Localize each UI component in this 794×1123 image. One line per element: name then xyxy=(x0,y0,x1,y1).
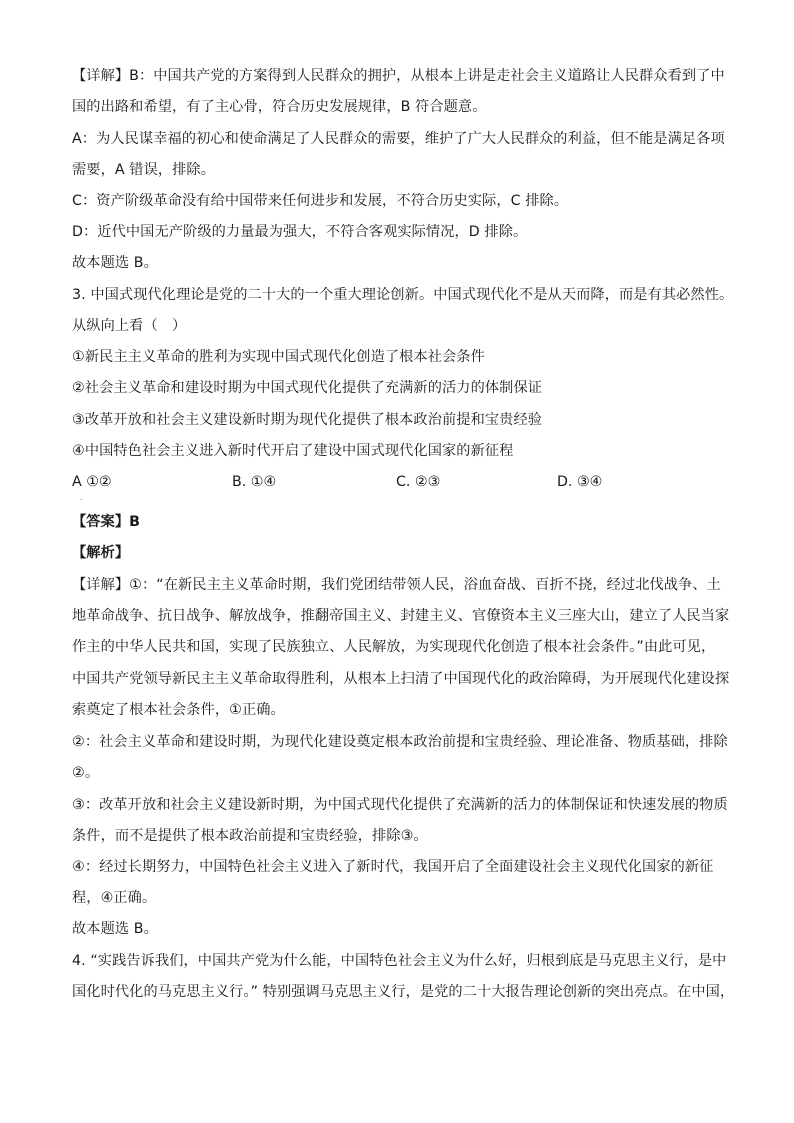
text-line: 国的出路和希望，有了主心骨，符合历史发展规律，B 符合题意。 xyxy=(72,99,487,115)
statement-1: ①新民主主义革命的胜利为实现中国式现代化创造了根本社会条件 xyxy=(72,349,485,365)
stray-dot: . xyxy=(80,493,83,502)
statement-4: ④中国特色社会主义进入新时代开启了建设中国式现代化国家的新征程 xyxy=(72,443,514,459)
statement-2: ②社会主义革命和建设时期为中国式现代化提供了充满新的活力的体制保证 xyxy=(72,380,543,396)
option-d: D. ③④ xyxy=(557,474,603,490)
text-line: 【详解】B：中国共产党的方案得到人民群众的拥护，从根本上讲是走社会主义道路让人民群众看到了中 xyxy=(72,68,725,84)
option-c: C. ②③ xyxy=(396,474,441,490)
text-line: ④：经过长期努力，中国特色社会主义进入了新时代，我国开启了全面建设社会主义现代化国家的新征 xyxy=(72,859,714,875)
text-line: 作主的中华人民共和国，实现了民族独立、人民解放，为实现现代化创造了根本社会条件。”由此可见， xyxy=(72,639,716,655)
text-line: 地革命战争、抗日战争、解放战争，推翻帝国主义、封建主义、官僚资本主义三座大山，建立了人民当家 xyxy=(72,608,730,624)
text-line: D：近代中国无产阶级的力量最为强大，不符合客观实际情况，D 排除。 xyxy=(72,224,528,240)
text-line: 【详解】①：“在新民主主义革命时期，我们党团结带领人民，浴血奋战、百折不挠，经过北伐战争、土 xyxy=(72,577,721,593)
text-line: 需要，A 错误，排除。 xyxy=(72,162,216,178)
option-a: A ①② xyxy=(72,474,112,490)
text-line: 索奠定了根本社会条件，①正确。 xyxy=(72,702,285,718)
question-stem: 从纵向上看（ ） xyxy=(72,318,187,334)
text-line: 故本题选 B。 xyxy=(72,921,158,937)
text-line: C：资产阶级革命没有给中国带来任何进步和发展，不符合历史实际，C 排除。 xyxy=(72,193,569,209)
text-line: 程，④正确。 xyxy=(72,890,157,906)
option-b: B. ①④ xyxy=(232,474,277,490)
analysis-label: 【解析】 xyxy=(72,545,130,561)
text-line: 条件，而不是提供了根本政治前提和宝贵经验，排除③。 xyxy=(72,828,428,844)
text-line: 故本题选 B。 xyxy=(72,255,158,271)
statement-3: ③改革开放和社会主义建设新时期为现代化提供了根本政治前提和宝贵经验 xyxy=(72,412,543,428)
text-line: ③：改革开放和社会主义建设新时期，为中国式现代化提供了充满新的活力的体制保证和快速发展的物质 xyxy=(72,797,728,813)
question-stem: 3. 中国式现代化理论是党的二十大的一个重大理论创新。中国式现代化不是从天而降，而是有其必然性。 xyxy=(72,287,734,303)
text-line: 中国共产党领导新民主主义革命取得胜利，从根本上扫清了中国现代化的政治障碍，为开展现代化建设探 xyxy=(72,671,730,687)
question-stem: 4. “实践告诉我们，中国共产党为什么能，中国特色社会主义为什么好，归根到底是马克思主义行，是中 xyxy=(72,953,727,969)
text-line: ②。 xyxy=(72,765,100,781)
answer-label: 【答案】B xyxy=(72,514,141,530)
text-line: ②：社会主义革命和建设时期，为现代化建设奠定根本政治前提和宝贵经验、理论准备、物质基础，排除 xyxy=(72,734,728,750)
text-line: A：为人民谋幸福的初心和使命满足了人民群众的需要，维护了广大人民群众的利益，但不能是满足各项 xyxy=(72,131,725,147)
question-stem: 国化时代化的马克思主义行。” 特别强调马克思主义行，是党的二十大报告理论创新的突出亮点。在中国， xyxy=(72,984,735,1000)
